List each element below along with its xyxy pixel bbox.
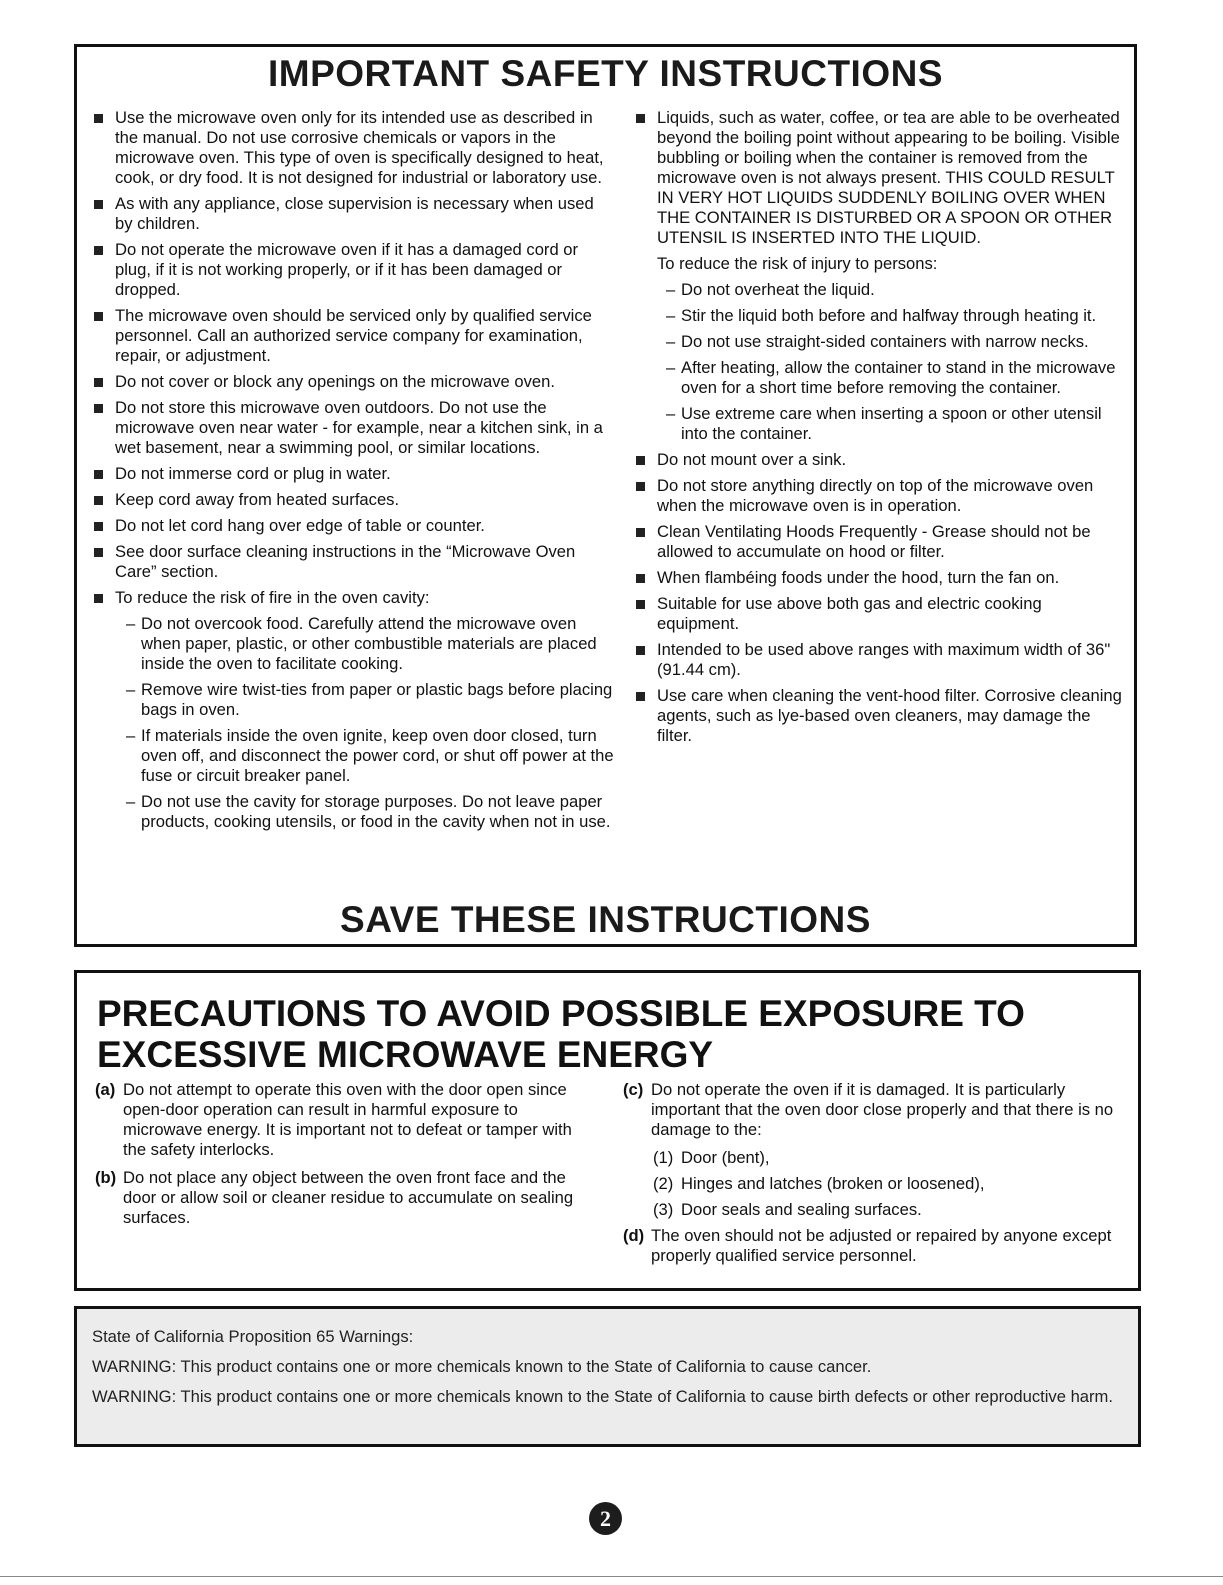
- sub-list-item: – Remove wire twist-ties from paper or plastic bags before placing bags in oven.: [126, 680, 613, 719]
- bullet-square-icon: [94, 246, 103, 255]
- damage-list-item: (1) Door (bent),: [653, 1148, 770, 1167]
- safety-instructions-box: [74, 44, 1137, 947]
- bottom-divider: [0, 1576, 1223, 1577]
- prop65-heading: State of California Proposition 65 Warnings:: [92, 1327, 414, 1346]
- bullet-square-icon: [94, 594, 103, 603]
- bullet-square-icon: [636, 114, 645, 123]
- page-number-badge: 2: [589, 1502, 622, 1535]
- list-item: Use the microwave oven only for its intended use as described in the manual. Do not use corrosive chemicals or vapors in the microwave oven. This type of oven is specifically designed to heat, cook, or dry food. It is not designed for industrial or laboratory use.: [85, 108, 615, 188]
- safety-left-column: [85, 108, 615, 838]
- bullet-square-icon: [94, 312, 103, 321]
- list-item: Clean Ventilating Hoods Frequently - Grease should not be allowed to accumulate on hood or filter.: [625, 522, 1125, 562]
- list-item: Do not immerse cord or plug in water.: [85, 464, 615, 484]
- bullet-square-icon: [636, 482, 645, 491]
- bullet-square-icon: [636, 456, 645, 465]
- precaution-item-d: (d) The oven should not be adjusted or repaired by anyone except properly qualified service personnel.: [623, 1226, 1112, 1265]
- bullet-square-icon: [636, 692, 645, 701]
- bullet-square-icon: [94, 404, 103, 413]
- list-item: Do not store anything directly on top of the microwave oven when the microwave oven is in operation.: [625, 476, 1125, 516]
- list-item: Intended to be used above ranges with maximum width of 36" (91.44 cm).: [625, 640, 1125, 680]
- sub-list-item: – If materials inside the oven ignite, keep oven door closed, turn oven off, and disconnect the power cord, or shut off power at the fuse or circuit breaker panel.: [126, 726, 614, 785]
- bullet-square-icon: [94, 522, 103, 531]
- list-item: Do not let cord hang over edge of table or counter.: [85, 516, 615, 536]
- list-item: As with any appliance, close supervision is necessary when used by children.: [85, 194, 615, 234]
- sub-list-item: – Do not overheat the liquid.: [666, 280, 875, 299]
- bullet-square-icon: [636, 528, 645, 537]
- list-item: Do not store this microwave oven outdoors. Do not use the microwave oven near water - for example, near a kitchen sink, in a wet basement, near a swimming pool, or similar locations.: [85, 398, 615, 458]
- sub-list-item: – Do not use straight-sided containers with narrow necks.: [666, 332, 1089, 351]
- save-instructions-title: SAVE THESE INSTRUCTIONS: [340, 899, 871, 940]
- bullet-square-icon: [636, 574, 645, 583]
- prop65-warning-birth-defects: WARNING: This product contains one or more chemicals known to the State of California to cause birth defects or other reproductive harm.: [92, 1387, 1113, 1406]
- damage-list-item: (3) Door seals and sealing surfaces.: [653, 1200, 922, 1219]
- list-item: Liquids, such as water, coffee, or tea are able to be overheated beyond the boiling point without appearing to be boiling. Visible bubbling or boiling when the container is removed from the microwave oven is not always present. THIS COULD RESULT IN VERY HOT LIQUIDS SUDDENLY BOILING OVER WHEN THE CONTAINER IS DISTURBED OR A SPOON OR OTHER UTENSIL IS INSERTED INTO THE LIQUID.: [625, 108, 1125, 248]
- precaution-item-c: (c) Do not operate the oven if it is damaged. It is particularly important that the oven door close properly and that there is no damage to the:: [623, 1080, 1114, 1139]
- safety-right-column: [625, 108, 1125, 752]
- bullet-square-icon: [94, 378, 103, 387]
- list-item: Use care when cleaning the vent-hood filter. Corrosive cleaning agents, such as lye-based oven cleaners, may damage the filter.: [625, 686, 1125, 746]
- list-item: Do not cover or block any openings on the microwave oven.: [85, 372, 615, 392]
- sub-list-item: – Use extreme care when inserting a spoon or other utensil into the container.: [666, 404, 1102, 443]
- sub-list-item: – Do not use the cavity for storage purposes. Do not leave paper products, cooking utensils, or food in the cavity when not in use.: [126, 792, 611, 831]
- precautions-right-column: [623, 1080, 1123, 1274]
- damage-list-item: (2) Hinges and latches (broken or loosened),: [653, 1174, 985, 1193]
- bullet-square-icon: [94, 114, 103, 123]
- list-item: Do not operate the microwave oven if it has a damaged cord or plug, if it is not working properly, or if it has been damaged or dropped.: [85, 240, 615, 300]
- precautions-box: [74, 970, 1141, 1291]
- list-item: Keep cord away from heated surfaces.: [85, 490, 615, 510]
- sub-list-item: – After heating, allow the container to stand in the microwave oven for a short time before removing the container.: [666, 358, 1116, 397]
- bullet-square-icon: [94, 200, 103, 209]
- precaution-item-a: (a) Do not attempt to operate this oven with the door open since open-door operation can result in harmful exposure to microwave energy. It is important not to defeat or tamper with the safety interlocks.: [95, 1080, 572, 1159]
- sub-list-item: – Do not overcook food. Carefully attend the microwave oven when paper, plastic, or other combustible materials are placed inside the oven to facilitate cooking.: [126, 614, 597, 673]
- sub-list-item: – Stir the liquid both before and halfway through heating it.: [666, 306, 1097, 325]
- prop65-warning-cancer: WARNING: This product contains one or more chemicals known to the State of California to cause cancer.: [92, 1357, 872, 1376]
- precaution-item-b: (b) Do not place any object between the oven front face and the door or allow soil or cleaner residue to accumulate on sealing surfaces.: [95, 1168, 574, 1227]
- precautions-left-column: [95, 1080, 595, 1236]
- list-item: To reduce the risk of fire in the oven cavity:: [85, 588, 615, 608]
- bullet-square-icon: [94, 548, 103, 557]
- prop65-warning-box: [74, 1306, 1141, 1447]
- precautions-title: PRECAUTIONS TO AVOID POSSIBLE EXPOSURE TO EXCESSIVE MICROWAVE ENERGY: [97, 993, 1025, 1075]
- list-item: See door surface cleaning instructions in the “Microwave Oven Care” section.: [85, 542, 615, 582]
- bullet-square-icon: [94, 470, 103, 479]
- paragraph: To reduce the risk of injury to persons:: [657, 254, 938, 273]
- bullet-square-icon: [636, 600, 645, 609]
- list-item: Do not mount over a sink.: [625, 450, 1125, 470]
- bullet-square-icon: [94, 496, 103, 505]
- safety-title: IMPORTANT SAFETY INSTRUCTIONS: [267, 53, 944, 94]
- list-item: Suitable for use above both gas and electric cooking equipment.: [625, 594, 1125, 634]
- list-item: The microwave oven should be serviced only by qualified service personnel. Call an authorized service company for examination, repair, or adjustment.: [85, 306, 615, 366]
- list-item: When flambéing foods under the hood, turn the fan on.: [625, 568, 1125, 588]
- bullet-square-icon: [636, 646, 645, 655]
